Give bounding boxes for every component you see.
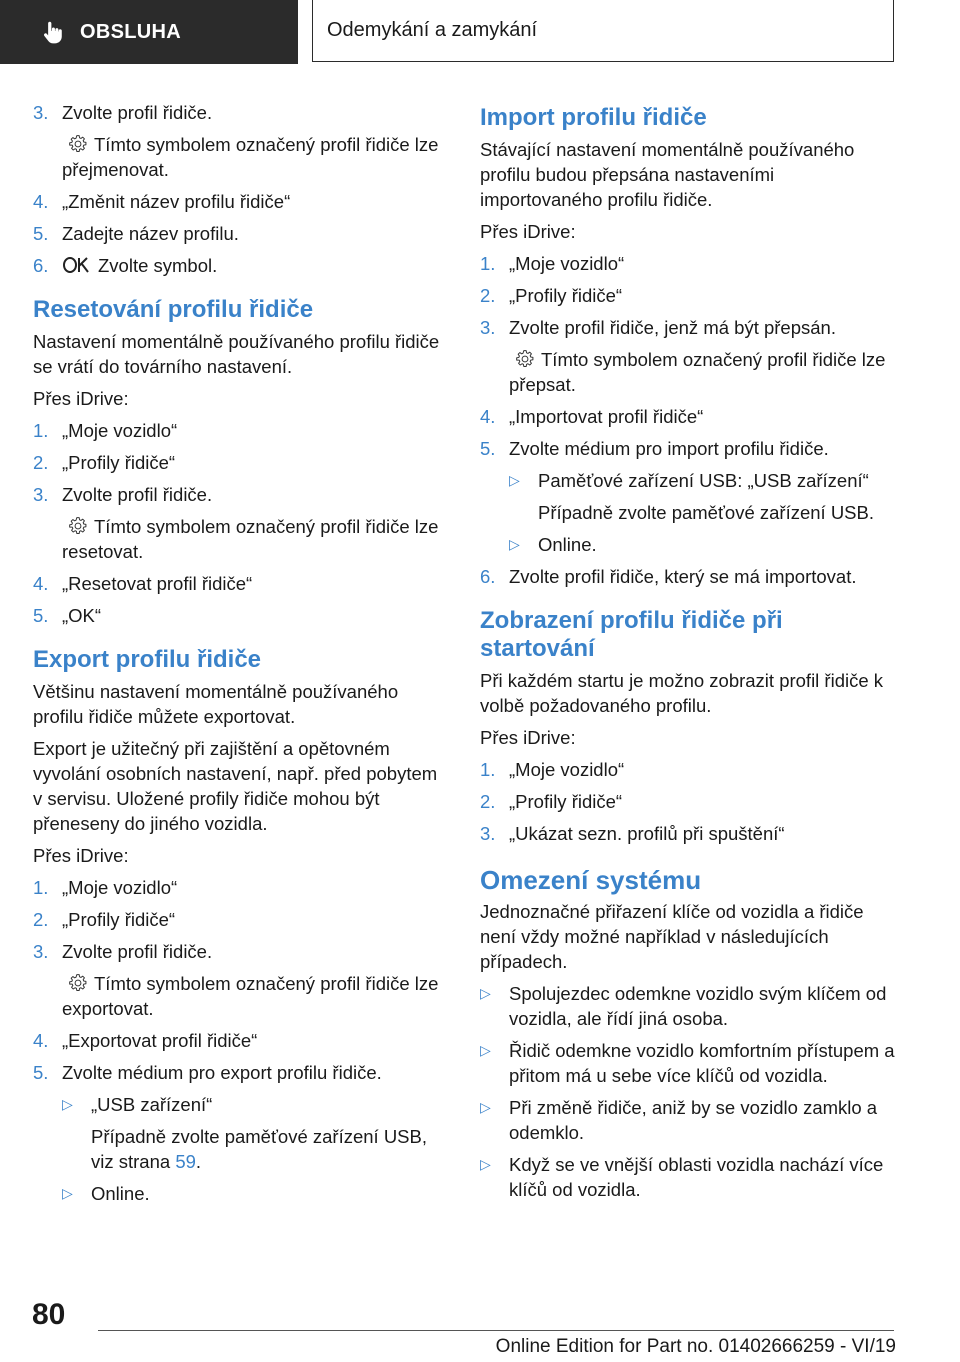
left-column bbox=[33, 100, 451, 1213]
bullet-item: ▷ Online. bbox=[62, 1183, 150, 1204]
triangle-bullet-icon: ▷ bbox=[509, 472, 520, 488]
footer-divider bbox=[98, 1330, 894, 1331]
gear-icon bbox=[515, 349, 535, 369]
list-item: 5. Zadejte název profilu. bbox=[33, 223, 239, 244]
symbol-note: Tímto symbolem označený profil řidiče lze přepsat. bbox=[509, 349, 886, 395]
gear-icon bbox=[68, 973, 88, 993]
hand-icon bbox=[40, 19, 66, 45]
reset-intro: Nastavení momentálně používaného profilu řidiče se vrátí do továrního nastavení. bbox=[33, 331, 440, 377]
gear-icon bbox=[68, 134, 88, 154]
footer-edition: Online Edition for Part no. 01402666259 - VI/19 bbox=[495, 1336, 896, 1357]
list-item: 2. „Profily řidiče“ bbox=[33, 909, 176, 930]
bullet-item: ▷ „USB zařízení“ bbox=[62, 1094, 213, 1115]
list-item: 2. „Profily řidiče“ bbox=[480, 285, 623, 306]
list-item: 1. „Moje vozidlo“ bbox=[480, 253, 625, 274]
import-heading: Import profilu řidiče bbox=[480, 104, 707, 131]
list-item: 4. „Resetovat profil řidiče“ bbox=[33, 573, 253, 594]
import-via: Přes iDrive: bbox=[480, 221, 576, 242]
export-via: Přes iDrive: bbox=[33, 845, 129, 866]
reset-heading: Resetování profilu řidiče bbox=[33, 296, 314, 323]
section-tab bbox=[0, 0, 298, 64]
bullet-item: ▷ Online. bbox=[509, 534, 597, 555]
list-item: 5. Zvolte médium pro export profilu řidiče. bbox=[33, 1062, 382, 1083]
bullet-item: ▷ Spolujezdec odemkne vozidlo svým klíčem od vozidla, ale řídí jiná osoba. bbox=[480, 983, 887, 1029]
list-item: 3. Zvolte profil řidiče, jenž má být přepsán. bbox=[480, 317, 836, 338]
ok-icon bbox=[62, 255, 90, 275]
list-item: 3. Zvolte profil řidiče. bbox=[33, 484, 213, 505]
list-item: 3. Zvolte profil řidiče. bbox=[33, 941, 213, 962]
startup-via: Přes iDrive: bbox=[480, 727, 576, 748]
gear-icon bbox=[68, 516, 88, 536]
list-item: 4. „Exportovat profil řidiče“ bbox=[33, 1030, 258, 1051]
list-item: 3. Zvolte profil řidiče. bbox=[33, 102, 213, 123]
export-paragraph: Export je užitečný při zajištění a opětovném vyvolání osobních nastavení, např. před pobytem v servisu. Uložené profily řidiče mohou být přeneseny do jiného vozidla. bbox=[33, 738, 438, 834]
limits-heading: Omezení systému bbox=[480, 865, 702, 895]
triangle-bullet-icon: ▷ bbox=[480, 1156, 491, 1172]
list-item: 5. Zvolte médium pro import profilu řidiče. bbox=[480, 438, 829, 459]
export-heading: Export profilu řidiče bbox=[33, 646, 262, 673]
export-paragraph: Většinu nastavení momentálně používaného profilu řidiče můžete exportovat. bbox=[33, 681, 399, 727]
page-number: 80 bbox=[32, 1298, 66, 1331]
symbol-note: Tímto symbolem označený profil řidiče lze resetovat. bbox=[62, 516, 439, 562]
symbol-note: Tímto symbolem označený profil řidiče lze přejmenovat. bbox=[62, 134, 439, 180]
bullet-item: ▷ Paměťové zařízení USB: „USB zařízení“ bbox=[509, 470, 869, 491]
list-item: 6. Zvolte profil řidiče, který se má importovat. bbox=[480, 566, 857, 587]
list-item: 6. Zvolte symbol. bbox=[33, 255, 218, 276]
import-intro: Stávající nastavení momentálně používaného profilu budou přepsána nastaveními importovaného profilu řidiče. bbox=[480, 139, 855, 210]
list-item: 1. „Moje vozidlo“ bbox=[480, 759, 625, 780]
list-item: 1. „Moje vozidlo“ bbox=[33, 420, 178, 441]
list-item: 5. „OK“ bbox=[33, 605, 102, 626]
list-item: 2. „Profily řidiče“ bbox=[480, 791, 623, 812]
bullet-item: ▷ Při změně řidiče, aniž by se vozidlo zamklo a odemklo. bbox=[480, 1097, 878, 1143]
triangle-bullet-icon: ▷ bbox=[62, 1096, 73, 1112]
section-label: OBSLUHA bbox=[80, 20, 181, 43]
list-item: 4. „Importovat profil řidiče“ bbox=[480, 406, 704, 427]
page-link[interactable]: 59 bbox=[175, 1151, 196, 1172]
bullet-subtext: Případně zvolte paměťové zařízení USB, viz strana 59. bbox=[91, 1126, 427, 1172]
symbol-note: Tímto symbolem označený profil řidiče lze exportovat. bbox=[62, 973, 439, 1019]
triangle-bullet-icon: ▷ bbox=[62, 1185, 73, 1201]
list-item: 2. „Profily řidiče“ bbox=[33, 452, 176, 473]
limits-intro: Jednoznačné přiřazení klíče od vozidla a řidiče není vždy možné například v následujících případech. bbox=[480, 901, 864, 972]
triangle-bullet-icon: ▷ bbox=[480, 1099, 491, 1115]
bullet-subtext: Případně zvolte paměťové zařízení USB. bbox=[538, 502, 874, 523]
reset-via: Přes iDrive: bbox=[33, 388, 129, 409]
page-title: Odemykání a zamykání bbox=[312, 0, 894, 62]
list-item: 1. „Moje vozidlo“ bbox=[33, 877, 178, 898]
list-item: 4. „Změnit název profilu řidiče“ bbox=[33, 191, 291, 212]
startup-intro: Při každém startu je možno zobrazit profil řidiče k volbě požadovaného profilu. bbox=[480, 670, 884, 716]
triangle-bullet-icon: ▷ bbox=[480, 1042, 491, 1058]
list-item: 3. „Ukázat sezn. profilů při spuštění“ bbox=[480, 823, 785, 844]
bullet-item: ▷ Když se ve vnější oblasti vozidla nachází více klíčů od vozidla. bbox=[480, 1154, 884, 1200]
startup-heading: Zobrazení profilu řidiče při startování bbox=[480, 607, 783, 662]
right-column bbox=[480, 100, 898, 1209]
triangle-bullet-icon: ▷ bbox=[480, 985, 491, 1001]
triangle-bullet-icon: ▷ bbox=[509, 536, 520, 552]
bullet-item: ▷ Řidič odemkne vozidlo komfortním přístupem a přitom má u sebe více klíčů od vozidla. bbox=[480, 1040, 895, 1086]
